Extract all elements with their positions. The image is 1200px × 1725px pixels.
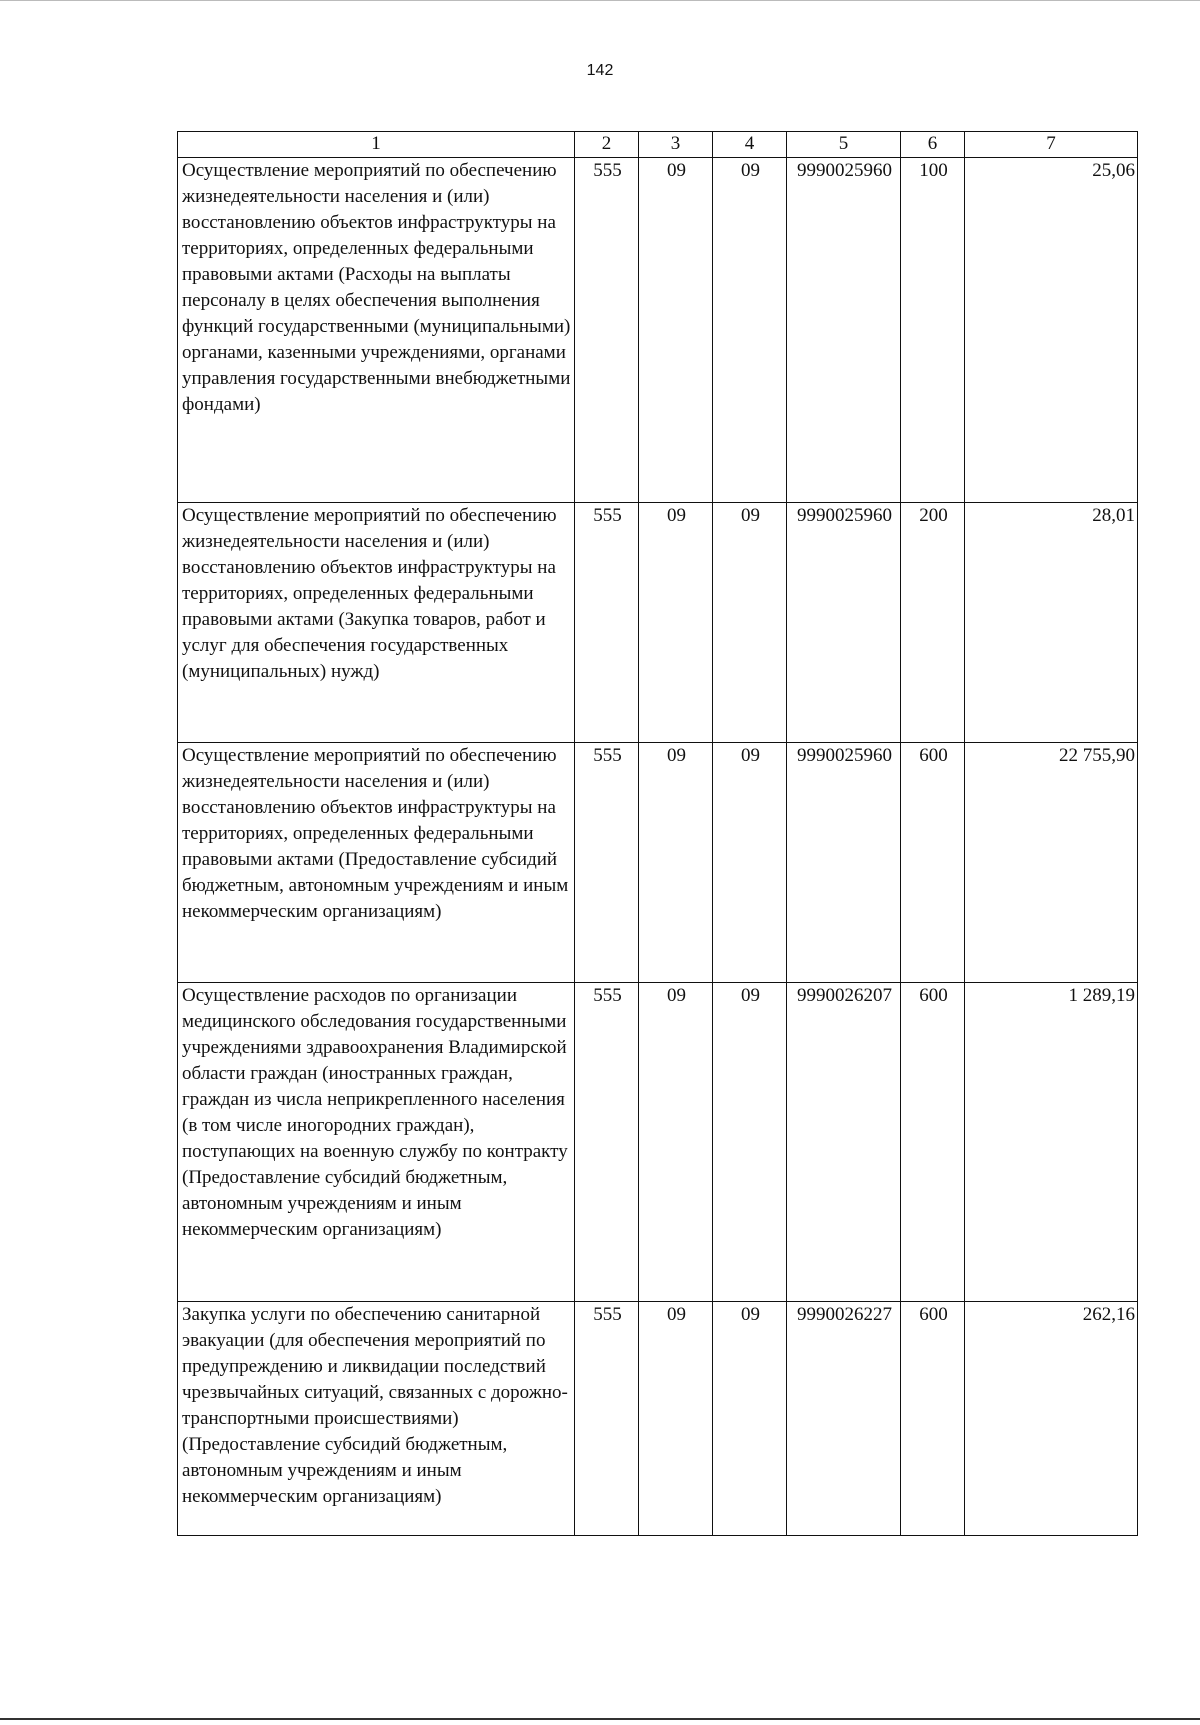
- header-col-5: 5: [787, 132, 901, 158]
- row-code-col6: 100: [901, 158, 965, 503]
- row-description: Осуществление мероприятий по обеспечению жизнедеятельности населения и (или) восстановлению объектов инфраструктуры на территориях, определенных федеральными правовыми актами (Предоставление субсидий бюджетным, автономным учреждениям и иным некоммерческим организациям): [178, 743, 575, 983]
- header-col-3: 3: [639, 132, 713, 158]
- header-col-4: 4: [713, 132, 787, 158]
- row-code-col5: 9990025960: [787, 743, 901, 983]
- row-code-col4: 09: [713, 158, 787, 503]
- scan-bottom-edge: [0, 1718, 1200, 1720]
- header-row: [178, 132, 1138, 158]
- header-col-2: 2: [575, 132, 639, 158]
- row-description: Закупка услуги по обеспечению санитарной эвакуации (для обеспечения мероприятий по предупреждению и ликвидации последствий чрезвычайных ситуаций, связанных с дорожно-транспортными происшествиями) (Предоставление субсидий бюджетным, автономным учреждениям и иным некоммерческим организациям): [178, 1302, 575, 1536]
- row-code-col2: 555: [575, 503, 639, 743]
- row-code-col5: 9990026207: [787, 983, 901, 1302]
- table-row: [178, 158, 1138, 503]
- row-code-col3: 09: [639, 503, 713, 743]
- table-row: [178, 743, 1138, 983]
- row-description: Осуществление мероприятий по обеспечению жизнедеятельности населения и (или) восстановлению объектов инфраструктуры на территориях, определенных федеральными правовыми актами (Расходы на выплаты персоналу в целях обеспечения выполнения функций государственными (муниципальными) органами, казенными учреждениями, органами управления государственными внебюджетными фондами): [178, 158, 575, 503]
- row-code-col6: 200: [901, 503, 965, 743]
- row-code-col2: 555: [575, 983, 639, 1302]
- table-row: [178, 1302, 1138, 1536]
- row-code-col3: 09: [639, 158, 713, 503]
- row-amount: 262,16: [965, 1302, 1138, 1536]
- row-code-col3: 09: [639, 983, 713, 1302]
- row-code-col6: 600: [901, 743, 965, 983]
- row-code-col3: 09: [639, 1302, 713, 1536]
- table-row: [178, 983, 1138, 1302]
- row-code-col5: 9990026227: [787, 1302, 901, 1536]
- row-code-col4: 09: [713, 983, 787, 1302]
- row-code-col4: 09: [713, 503, 787, 743]
- row-code-col5: 9990025960: [787, 503, 901, 743]
- row-code-col4: 09: [713, 743, 787, 983]
- header-col-1: 1: [178, 132, 575, 158]
- header-col-7: 7: [965, 132, 1138, 158]
- row-code-col2: 555: [575, 743, 639, 983]
- row-amount: 1 289,19: [965, 983, 1138, 1302]
- row-code-col6: 600: [901, 983, 965, 1302]
- row-code-col3: 09: [639, 743, 713, 983]
- table-row: [178, 503, 1138, 743]
- row-amount: 25,06: [965, 158, 1138, 503]
- row-code-col2: 555: [575, 1302, 639, 1536]
- row-code-col2: 555: [575, 158, 639, 503]
- page-number: 142: [586, 62, 614, 79]
- budget-table: [177, 131, 1138, 1536]
- row-amount: 28,01: [965, 503, 1138, 743]
- row-description: Осуществление мероприятий по обеспечению жизнедеятельности населения и (или) восстановлению объектов инфраструктуры на территориях, определенных федеральными правовыми актами (Закупка товаров, работ и услуг для обеспечения государственных (муниципальных) нужд): [178, 503, 575, 743]
- header-col-6: 6: [901, 132, 965, 158]
- row-code-col5: 9990025960: [787, 158, 901, 503]
- row-code-col4: 09: [713, 1302, 787, 1536]
- row-description: Осуществление расходов по организации медицинского обследования государственными учреждениями здравоохранения Владимирской области граждан (иностранных граждан, граждан из числа неприкрепленного населения (в том числе иногородних граждан), поступающих на военную службу по контракту (Предоставление субсидий бюджетным, автономным учреждениям и иным некоммерческим организациям): [178, 983, 575, 1302]
- row-amount: 22 755,90: [965, 743, 1138, 983]
- row-code-col6: 600: [901, 1302, 965, 1536]
- scan-top-edge: [0, 0, 1200, 1]
